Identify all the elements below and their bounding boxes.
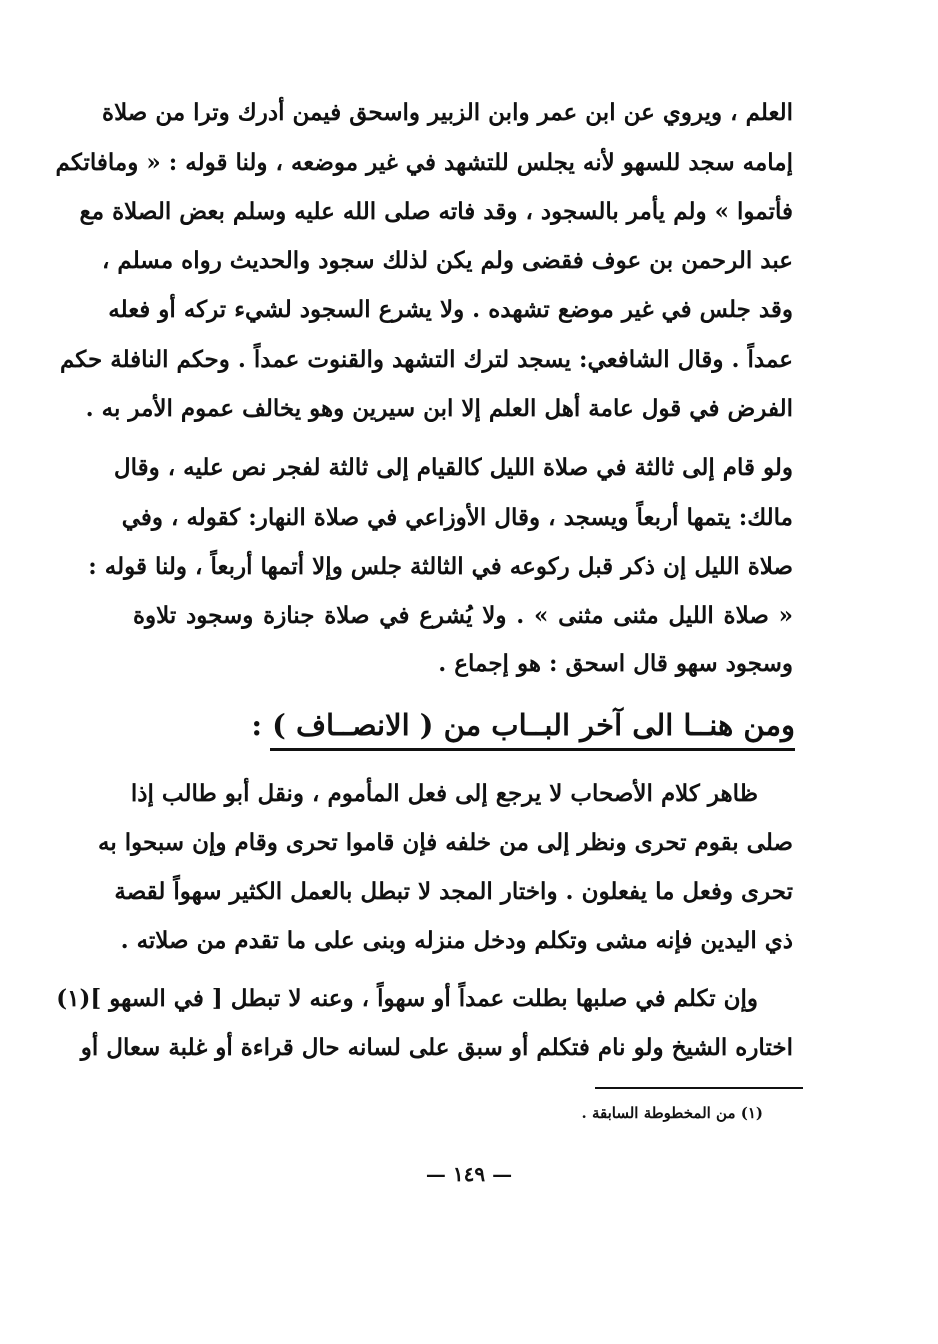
footnote: (١) من المخطوطة السابقة . [581,1104,763,1122]
text-line: صلاة الليل إن ذكر قبل ركوعه في الثالثة جلس وإلا أتمها أربعاً ، ولنا قوله : [88,553,793,580]
text-line: إمامه سجد للسهو لأنه يجلس للتشهد في غير موضعه ، ولنا قوله : « ومافاتكم [55,149,793,176]
text-line: عبد الرحمن بن عوف فقضى ولم يكن لذلك سجود والحديث رواه مسلم ، [101,247,793,274]
text-line: وسجود سهو قال اسحق : هو إجماع . [438,650,793,677]
text-line: فأتموا » ولم يأمر بالسجود ، وقد فاته صلى الله عليه وسلم بعض الصلاة مع [79,198,793,225]
text-line: صلى بقوم تحرى ونظر إلى من خلفه فإن قاموا تحرى وقام وإن سبحوا به [98,829,793,856]
section-heading: ومن هنــا الى آخر البــاب من ( الانصــاف ) : [270,704,795,751]
text-line: الفرض في قول عامة أهل العلم إلا ابن سيرين وهو يخالف عموم الأمر به . [85,395,793,422]
text-line: اختاره الشيخ ولو نام فتكلم أو سبق على لسانه حال قراءة أو غلبة سعال أو [80,1034,793,1061]
text-line: تحرى وفعل ما يفعلون . واختار المجد لا تبطل بالعمل الكثير سهواً لقصة [114,878,793,905]
text-line: « صلاة الليل مثنى مثنى » . ولا يُشرع في صلاة جنازة وسجود تلاوة [133,602,793,629]
text-line: ولو قام إلى ثالثة في صلاة الليل كالقيام إلى ثالثة لفجر نص عليه ، وقال [113,454,793,481]
footnote-divider [595,1087,803,1089]
text-line: عمداً . وقال الشافعي: يسجد لترك التشهد والقنوت عمداً . وحكم النافلة حكم [60,346,793,373]
text-line: ذي اليدين فإنه مشى وتكلم ودخل منزله وبنى على ما تقدم من صلاته . [120,927,793,954]
text-line: العلم ، ويروي عن ابن عمر وابن الزبير واسحق فيمن أدرك وترا من صلاة [102,99,793,126]
text-line: وإن تكلم في صلبها بطلت عمداً أو سهواً ، وعنه لا تبطل [ في السهو ](١) [56,985,758,1012]
text-line: ظاهر كلام الأصحاب لا يرجع إلى فعل المأموم ، ونقل أبو طالب إذا [130,780,758,807]
text-line: مالك: يتمها أربعاً ويسجد ، وقال الأوزاعي في صلاة النهار: كقوله ، وفي [121,504,793,531]
text-line: وقد جلس في غير موضع تشهده . ولا يشرع السجود لشيء تركه أو فعله [108,296,793,323]
page-number: — ١٤٩ — [425,1162,513,1186]
